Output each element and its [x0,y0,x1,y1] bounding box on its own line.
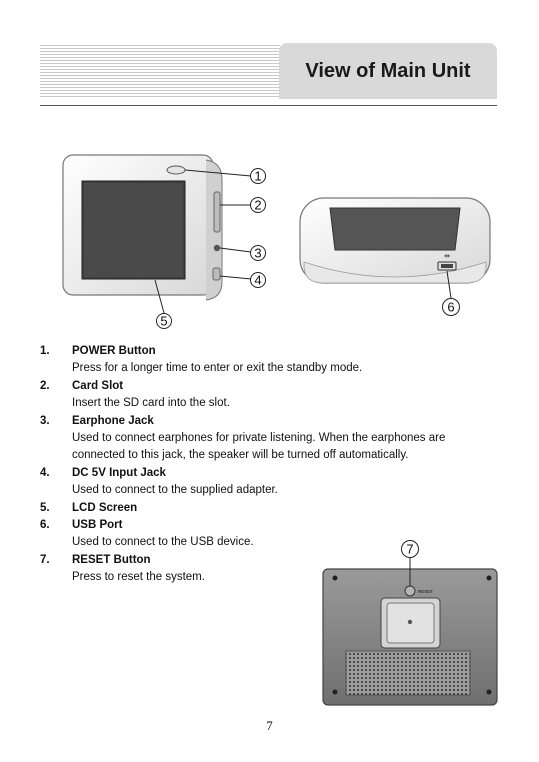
item-label: Earphone Jack [72,414,154,427]
usb-icon: ⇹ [444,252,450,260]
list-item: 7. RESET Button [40,552,510,569]
component-list [40,343,510,587]
svg-text:RESET: RESET [418,589,434,594]
item-label: USB Port [72,519,123,532]
item-description: Insert the SD card into the slot. [72,397,230,410]
top-view-device [300,198,490,298]
item-description: connected to this jack, the speaker will be turned off automatically. [72,449,409,462]
item-description: Used to connect to the supplied adapter. [72,484,278,497]
callout-5 [157,314,172,329]
list-item: 2. Card Slot [40,378,510,395]
list-item: 1. POWER Button [40,343,510,360]
item-description: Press to reset the system. [72,571,205,584]
callout-4 [251,273,266,288]
item-label: RESET Button [72,553,151,566]
svg-text:3: 3 [254,245,262,261]
item-description: Used to connect to the USB device. [72,536,254,549]
callout-1 [251,169,266,184]
svg-text:5: 5 [160,313,168,329]
page-number: 7 [266,718,273,733]
list-item: 3. Earphone Jack [40,413,510,430]
item-description: Used to connect earphones for private listening. When the earphones are [72,432,446,445]
svg-text:2: 2 [254,197,262,213]
svg-text:1: 1 [254,168,262,184]
callout-2 [251,198,266,213]
svg-text:6: 6 [447,299,455,315]
item-description: Press for a longer time to enter or exit the standby mode. [72,362,363,375]
page-title: View of Main Unit [305,59,471,82]
item-label: DC 5V Input Jack [72,466,166,479]
list-item: 6. USB Port [40,517,510,534]
callout-3 [251,246,266,261]
item-label: LCD Screen [72,501,138,514]
svg-text:4: 4 [254,272,262,288]
front-view-device [63,155,222,300]
svg-text:7: 7 [406,541,414,557]
list-item: 5. LCD Screen [40,500,510,517]
list-item: 4. DC 5V Input Jack [40,465,510,482]
item-label: POWER Button [72,345,156,357]
callout-6 [443,299,460,316]
item-label: Card Slot [72,379,124,392]
